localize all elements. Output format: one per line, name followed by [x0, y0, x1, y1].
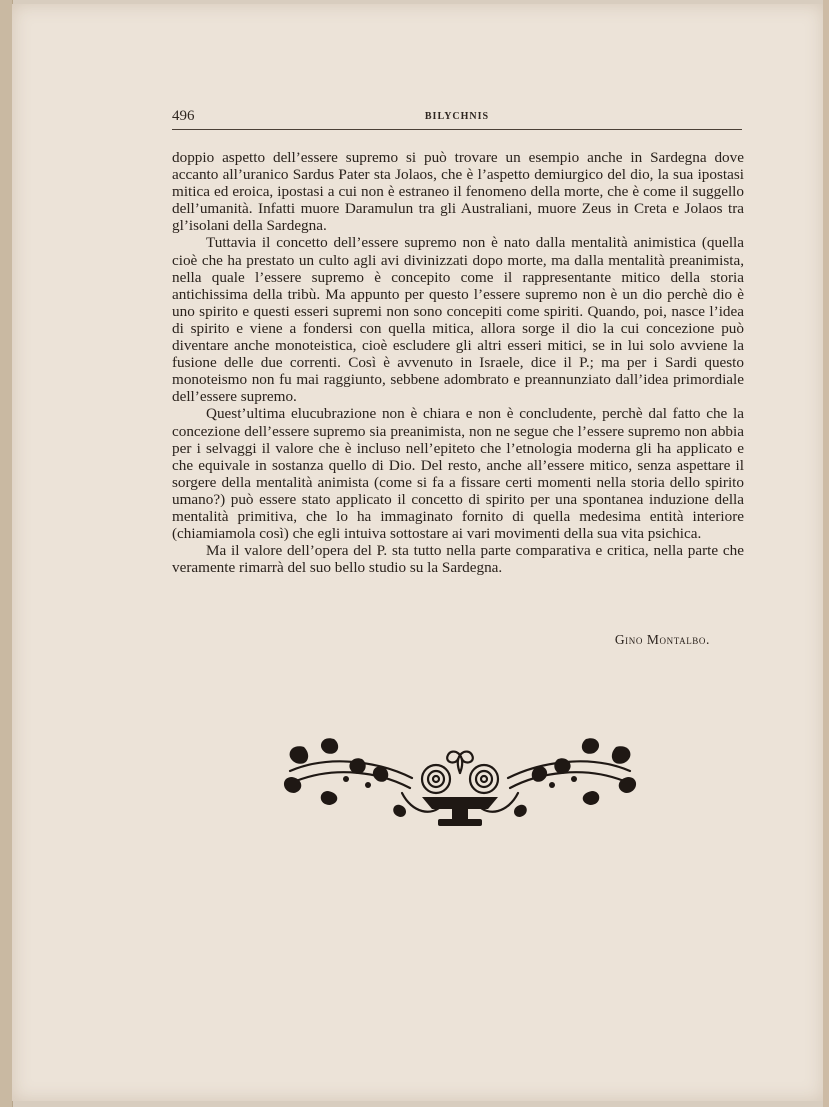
page-number: 496 — [172, 108, 195, 124]
vine-and-urn-ornament-icon — [282, 733, 638, 835]
running-title: BILYCHNIS — [424, 111, 490, 122]
page-edge — [823, 0, 829, 1107]
running-header — [172, 108, 742, 128]
paragraph: doppio aspetto dell’essere supremo si può trovare un esempio anche in Sardegna dove accanto all’uranico Sardus Pater sta Jolaos, che è l’aspetto demiurgico del dio, la sua ipostasi mitica ed eroica, ipostasi a cui non è estraneo il fenomeno della morte, che è come il suggello dell’umanità. Infatti muore Daramulun tra gli Australiani, muore Zeus in Creta e Jolaos tra gl’isolani della Sardegna. — [172, 149, 744, 235]
paragraph: Ma il valore dell’opera del P. sta tutto nella parte comparativa e critica, nella parte che veramente rimarrà del suo bello studio su la Sardegna. — [172, 542, 744, 577]
article-body — [172, 149, 744, 576]
author-signature: Gino Montalbo. — [614, 632, 710, 647]
paragraph: Tuttavia il concetto dell’essere supremo non è nato dalla mentalità animistica (quella cioè che ha prestato un culto agli avi divinizzati dopo morte, ma dalla mentalità preanimista, nella quale l’essere supremo è concepito come il rappresentante mitico della storia antichissima della tribù. Ma appunto per questo l’essere supremo non è un dio perchè dio è uno spirito e questi esseri supremi non sono concepiti come spiriti. Quando, poi, nasce l’idea di spirito e viene a fondersi con quella mitica, allora sorge il dio la cui concezione può diventare anche monoteistica, cioè escludere gli altri esseri mitici, se in lui solo avviene la fusione delle due correnti. Così è avvenuto in Israele, dice il P.; ma per i Sardi questo monoteismo non fu mai raggiunto, sebbene adombrato e preannunziato dall’idea primordiale dell’essere supremo. — [172, 234, 744, 406]
paragraph: Quest’ultima elucubrazione non è chiara e non è concludente, perchè dal fatto che la concezione dell’essere supremo sia preanimista, non ne segue che l’essere supremo non abbia per i selvaggi il valore che è incluso nell’epiteto che l’etnologia moderna gli ha applicato e che equivale in sostanza quello di Dio. Del resto, anche all’essere mitico, senza aspettare il sorgere della mentalità animista (come si fa a fissare certi momenti nella storia dello spirito umano?) può essere stato applicato il concetto di spirito per una spontanea induzione della mentalità primitiva, che lo ha immaginato fornito di quella medesima entità interiore (chiamiamola così) che egli intuiva sottostare ai vari movimenti della sua vita psichica. — [172, 405, 744, 543]
header-rule — [172, 129, 742, 130]
